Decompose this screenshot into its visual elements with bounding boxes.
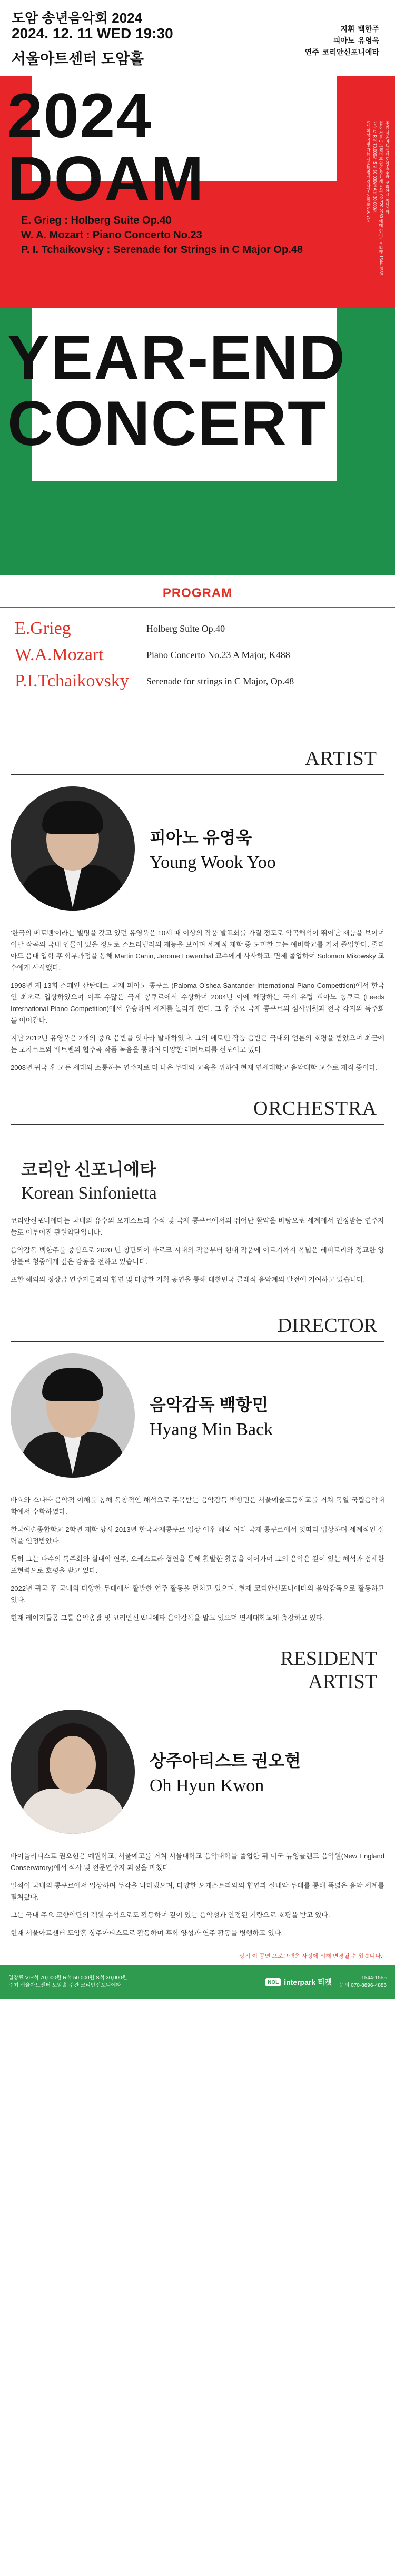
contact-info	[339, 1975, 387, 1989]
director-photo	[11, 1353, 135, 1478]
bio-paragraph: 또한 해외의 정상급 연주자들과의 협연 및 다양한 기획 공연을 통해 대한민국 클래식 음악계의 발전에 기여하고 있습니다.	[11, 1276, 366, 1284]
title-year: 2024	[7, 80, 152, 151]
bio-paragraph: 2008년 귀국 후 모든 세대와 소통하는 연주자로 더 나은 무대와 교육을 위하여 현재 연세대학교 음악대학 교수로 재직 중이다.	[11, 1064, 378, 1072]
credit-name: 코리안신포니에타	[322, 48, 379, 56]
orchestra-bio	[0, 1215, 395, 1286]
director-name-korean: 음악감독 백항민	[150, 1395, 269, 1414]
concert-date: 2024. 12. 11 WED 19:30	[12, 25, 173, 42]
program-work: Piano Concerto No.23 A Major, K488	[146, 649, 290, 660]
resident-heading-line: RESIDENT	[280, 1648, 377, 1670]
credit-name: 유영욱	[358, 36, 379, 45]
program-composer: P.I.Tchaikovsky	[15, 671, 129, 691]
program-item	[0, 615, 395, 642]
artist-bio	[0, 927, 395, 1074]
brand-pill: NOL	[265, 1978, 281, 1986]
resident-name-english: Oh Hyun Kwon	[150, 1776, 264, 1795]
bio-paragraph: 지난 2012년 유영욱은 2개의 중요 음반을 잇따라 발매하였다. 그의 베토벤 작품 음반은 국내외 언론의 호평을 받았으며 최근에는 모차르트와 베토벤의 협주곡 작품 녹음을 통하여 다양한 레퍼토리를 선보이고 있다.	[11, 1034, 384, 1054]
bio-paragraph: 일찍이 국내외 콩쿠르에서 입상하며 두각을 나타냈으며, 다양한 오케스트라와의 협연과 실내악 무대를 통해 폭넓은 음악 세계를 펼쳐왔다.	[11, 1882, 384, 1901]
poster-program-line: P. I. Tchaikovsky : Serenade for Strings in C Major Op.48	[21, 244, 303, 256]
program-item	[0, 668, 395, 694]
resident-heading-line: ARTIST	[308, 1671, 377, 1693]
resident-name-korean: 상주아티스트 권오현	[150, 1751, 301, 1770]
footer	[0, 1965, 395, 1999]
ticket-info	[8, 1975, 258, 1989]
credits	[305, 23, 379, 58]
bio-paragraph: 그는 국내 주요 교향악단의 객원 수석으로도 활동하며 깊이 있는 음악성과 안정된 기량으로 호평을 받고 있다.	[11, 1911, 330, 1919]
side-text: 협찬 서울아트센터 후원 삼성화재 문의 02-720-2060 예매 인터파크티켓 1544-1555	[379, 121, 383, 276]
credit-role: 연주	[304, 48, 319, 56]
orchestra-heading: ORCHESTRA	[253, 1097, 377, 1119]
poster-program-line: E. Grieg : Holberg Suite Op.40	[21, 215, 172, 226]
program-section	[0, 575, 395, 608]
bio-paragraph: 바흐와 소나타 음악적 이해를 통해 독창적인 해석으로 주목받는 음악감독 백항민은 서울예술고등학교를 거쳐 독일 국립음악대학에서 수학하였다.	[11, 1496, 384, 1516]
bio-paragraph: 2022년 귀국 후 국내외 다양한 무대에서 활발한 연주 활동을 펼치고 있으며, 현재 코리안신포니에타의 음악감독으로 활동하고 있다.	[11, 1584, 384, 1604]
inquiry-phone: 문의 070-8896-4886	[339, 1983, 387, 1988]
program-heading: PROGRAM	[162, 586, 233, 600]
resident-photo	[11, 1710, 135, 1834]
program-composer: E.Grieg	[15, 619, 71, 638]
brand-name: interpark 티켓	[284, 1978, 332, 1986]
program-work: Serenade for strings in C Major, Op.48	[146, 675, 294, 686]
title-concert: CONCERT	[7, 388, 328, 459]
title-doam: DOAM	[7, 144, 205, 214]
bio-paragraph: 현재 레이지풀몽 그룹 음악총괄 및 코리안신포니에타 음악감독을 맡고 있으며 연세대학교에 출강하고 있다.	[11, 1614, 324, 1622]
side-text: 8세 이상 입장 가능 서울특별시 강남구 논현로 566 7층	[366, 121, 371, 223]
program-list	[0, 608, 395, 694]
credit-role: 피아노	[333, 36, 355, 45]
bio-paragraph: 1998년 제 13회 스페인 산탄데르 국제 피아노 콩쿠르 (Paloma O'shea Santander International Piano Competition)에서 한국인 최초로 입상하였으며 이후 수많은 국제 콩쿠르에서 수상하며 2004년 이에 해당하는 국제 유럽 피아노 콩쿠르 (Leeds International Piano Competition)에서 우승하며 세계를 놀라게 한다. 그 후 주요 국제 콩쿠르의 심사위원과 전국 각지의 독주회를 이어간다.	[11, 982, 384, 1024]
credit-role: 지휘	[340, 25, 355, 33]
poster-program-line: W. A. Mozart : Piano Concerto No.23	[21, 229, 202, 241]
artist-heading: ARTIST	[305, 747, 377, 770]
bio-paragraph: 바이올리니스트 권오현은 예원학교, 서울예고를 거쳐 서울대학교 음악대학을 졸업한 뒤 미국 뉴잉글랜드 음악원(New England Conservatory)에서 석사 및 전문연주자 과정을 마쳤다.	[11, 1852, 384, 1872]
ticket-price: 입장료 VIP석 70,000원 R석 50,000원 S석 30,000원	[8, 1975, 127, 1981]
ticket-brand[interactable]	[265, 1977, 332, 1987]
director-bio	[0, 1494, 395, 1624]
artist-name-korean: 피아노 유영욱	[150, 828, 252, 847]
bio-paragraph: '한국의 베토벤'이라는 별명을 갖고 있던 유영욱은 10세 때 이상의 작품 발표회를 가질 정도로 악곡해석이 뛰어난 재능을 보이며 이탈 작곡의 국내 인물이 있을 정도로 스토리텔러의 재능을 보이며 세계적 재학 중 도미한 그는 예비학교를 거쳐 졸업한다. 줄리아드 음대 입학 후 학부과정을 통해 Martin Canin, Jerome Lowenthal 교수에게 사사하고, 면제 졸업하여 Solomon Mikowsky 교수에게 사사했다.	[11, 929, 384, 972]
bio-paragraph: 현재 서울아트센터 도암홀 상주아티스트로 활동하며 후학 양성과 연주 활동을 병행하고 있다.	[11, 1929, 283, 1937]
artist-photo	[11, 786, 135, 911]
side-text: 입장료 R석 70,000원 S석 50,000원 A석 30,000원	[372, 121, 377, 214]
bio-paragraph: 특히 그는 다수의 독주회와 실내악 연주, 오케스트라 협연을 통해 활발한 활동을 이어가며 그의 음악은 깊이 있는 해석과 섬세한 표현력으로 호평을 받고 있다.	[11, 1555, 384, 1574]
title-year-end: YEAR-END	[7, 322, 346, 393]
director-profile	[0, 1342, 395, 1489]
credit-orchestra	[305, 46, 379, 58]
director-heading: DIRECTOR	[277, 1315, 377, 1337]
concert-venue: 서울아트센터 도암홀	[12, 50, 144, 67]
orchestra-name-korean: 코리안 신포니에타	[21, 1160, 156, 1179]
program-notice: 상기 이 공연 프로그램은 사정에 의해 변경될 수 있습니다.	[239, 1953, 382, 1959]
side-text: 주최 서울아트센터 도암홀 주관 코리안신포니에타	[385, 121, 390, 214]
resident-profile	[0, 1698, 395, 1845]
director-name-english: Hyang Min Back	[150, 1420, 273, 1439]
bio-paragraph: 음악감독 백한주를 중심으로 2020 년 창단되어 바로크 시대의 작품부터 현대 작품에 이르기까지 폭넓은 레퍼토리와 정교한 앙상블로 청중에게 깊은 감동을 전하고 있습니다.	[11, 1246, 384, 1266]
bio-paragraph: 한국예술종합학교 2학년 재학 당시 2013년 한국국제콩쿠르 입상 이후 해외 여러 국제 콩쿠르에서 잇따라 입상하며 세계적인 실력을 인정받았다.	[11, 1526, 384, 1545]
ticket-organizer: 주최 서울아트센터 도암홀 주관 코리안신포니에타	[8, 1983, 121, 1988]
resident-bio	[0, 1851, 395, 1939]
artist-profile	[0, 775, 395, 922]
bio-paragraph: 코리안신포니에타는 국내외 유수의 오케스트라 수석 및 국제 콩쿠르에서의 뛰어난 활약을 바탕으로 세계에서 인정받는 연주자들로 이루어진 관현악단입니다.	[11, 1217, 384, 1236]
program-item	[0, 642, 395, 668]
concert-series: 도암 송년음악회 2024	[12, 10, 143, 26]
orchestra-name-english: Korean Sinfonietta	[21, 1184, 157, 1203]
credit-name: 백한주	[358, 25, 379, 33]
credit-piano	[305, 35, 379, 46]
program-work: Holberg Suite Op.40	[146, 623, 225, 634]
credit-conductor	[305, 23, 379, 35]
resident-heading	[0, 1631, 395, 1693]
ticket-phone: 1544-1555	[361, 1975, 387, 1981]
artist-name-english: Young Wook Yoo	[150, 853, 276, 872]
program-composer: W.A.Mozart	[15, 645, 104, 664]
poster-side-info	[358, 121, 390, 300]
poster	[0, 0, 395, 575]
